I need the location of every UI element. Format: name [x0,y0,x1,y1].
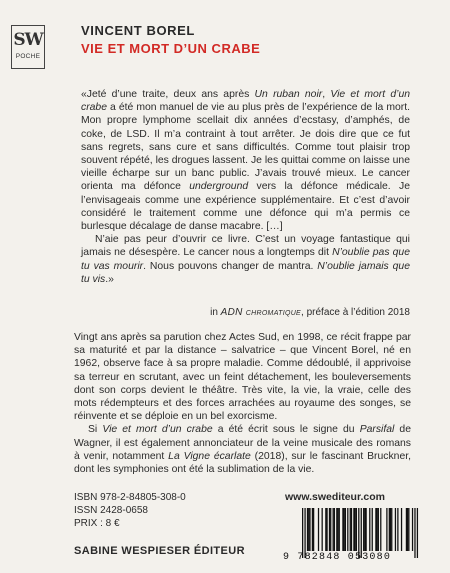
barcode-bar [322,508,323,551]
barcode-bar [304,508,305,558]
barcode-bar [326,508,327,551]
blurb-text: a été écrit sous le signe du [212,424,360,436]
blurb-text: (2018), sur le fascinant Bruckner, dont les symphonies ont été la sublimation de la vie. [74,450,411,476]
blurb [74,331,411,476]
barcode-bar [401,508,402,551]
barcode-bar [309,508,310,551]
credit-source: ADN chromatique [220,307,302,318]
barcode-bar [350,508,351,551]
barcode-bar [369,508,370,551]
preface-quote [81,88,410,286]
blurb-paragraph-2 [74,423,411,476]
quote-text: N’aie pas peur d’ouvrir ce livre. C’est un voyage fantastique qui jamais ne désespère. Le cancer nous a longtemps dit [81,234,410,259]
price: PRIX : 8 € [74,518,120,529]
barcode-bar [339,508,340,551]
quote-paragraph-1 [81,88,410,233]
barcode-bar [307,508,308,551]
barcode-bar [344,508,345,551]
barcode-bar [355,508,356,551]
quote-paragraph-2 [81,233,410,286]
barcode-bar [363,508,364,551]
issn: ISSN 2428-0658 [74,505,148,516]
barcode-bar [356,508,357,551]
blurb-paragraph-1: Vingt ans après sa parution chez Actes Sud, en 1998, ce récit frappe par sa maturité et par la distance – salvatrice – que Vincent Borel, né en 1962, observe face à sa propre maladie. Comme dédoublé, il apprivoise sa terreur en scrutant, avec un feint détachement, les bouleversements dont son corps devient le théâtre. Très vite, la vie, la vraie, celle des mots rédempteurs et des forces arrachées au royaume des songes, se réinvente et se déploie en un bel exorcisme. [74,332,411,423]
barcode-bar [390,508,391,551]
barcode-bar [365,508,366,551]
barcode-bar [336,508,337,551]
quote-text: , [322,89,331,100]
book-title: VIE ET MORT D’UN CRABE [81,41,261,56]
barcode-bar [337,508,338,551]
quote-text: .» [105,273,114,285]
barcode-bar [408,508,409,551]
isbn: ISBN 978-2-84805-308-0 [74,492,186,503]
barcode-bar [347,508,348,551]
quote-text: . Nous pouvons changer de mantra. [143,260,318,272]
credit-text: in [210,307,221,318]
barcode-bar [361,508,362,558]
blurb-italic: Parsifal [359,424,395,436]
barcode-bar [406,508,407,551]
barcode-bar [417,508,418,558]
quote-italic: underground [189,181,249,193]
barcode-bar [312,508,313,551]
barcode-bar [353,508,354,551]
quote-text: vers la défonce médicale. Je l’envisageais comme une expérience supplémentaire. Et c’est d’avoir considéré le traitement comme une défonce qui m’a permis ce burlesque décalage de danse macabre. […] [81,181,411,233]
barcode-bar [358,508,359,558]
barcode-bar [414,508,415,558]
barcode-bar [318,508,319,551]
barcode-bar [372,508,373,551]
publisher-name: SABINE WESPIESER ÉDITEUR [74,545,245,557]
barcode-bar [302,508,303,558]
credit-text: , préface à l’édition 2018 [301,307,410,318]
quote-italic: N’oublie pas que tu vas mourir [81,247,410,272]
blurb-italic: Vie et mort d’un crabe [102,424,213,436]
barcode-bar [391,508,392,551]
barcode-bar [376,508,377,551]
barcode-bar [325,508,326,551]
barcode-bar [397,508,398,551]
logo-subtitle: POCHE [15,53,41,60]
barcode-bar [412,508,413,551]
quote-italic: Un ruban noir [254,89,323,100]
blurb-text: de Wagner, il est également annonciateur de la veine musicale des romans à venir, notamment [74,424,411,462]
blurb-italic: La Vigne écarlate [168,450,251,462]
barcode-bar [313,508,314,551]
barcode-bar [395,508,396,551]
barcode-bar [334,508,335,551]
barcode-bar [345,508,346,551]
sw-poche-logo [11,25,45,69]
barcode-number: 9 782848 053080 [283,552,392,563]
barcode-bar [330,508,331,551]
barcode-bar [351,508,352,551]
publisher-website: www.swediteur.com [285,491,385,503]
author-name: VINCENT BOREL [81,23,195,38]
quote-credit [81,307,410,318]
barcode-bar [389,508,390,551]
barcode-bar [380,508,381,551]
barcode-bar [333,508,334,551]
barcode-bar [308,508,309,551]
barcode-bar [364,508,365,551]
barcode-bar [386,508,387,551]
quote-text: a été mon manuel de vie au plus près de l’expérience de la mort. Mon propre lymphome scellait dix années d’ecstasy, d’amphés, de coke, de LSD. Il m’a contraint à tout arrêter. Je dois dire que ce fut sans regrets, sans cure et sans difficultés. Comme tout plaisir trop souvent répété, les drogues lassent. Je les quittai comme on laisse une vieille écharpe sur un banc public. J’avais trouvé mieux. Le cancer orienta ma défonce [81,102,410,193]
quote-text: «Jeté d’une traite, deux ans après [81,89,255,100]
publication-info [74,491,186,530]
blurb-text: Si [88,424,103,436]
barcode-bar [375,508,376,551]
quote-italic: Vie et mort d’un crabe [81,89,410,114]
barcode-bar [378,508,379,551]
barcode-bar [407,508,408,551]
quote-italic: N’oublie jamais que tu vis [81,260,410,285]
barcode-bar [329,508,330,551]
logo-mark: SW [13,30,43,50]
barcode-bar [342,508,343,551]
